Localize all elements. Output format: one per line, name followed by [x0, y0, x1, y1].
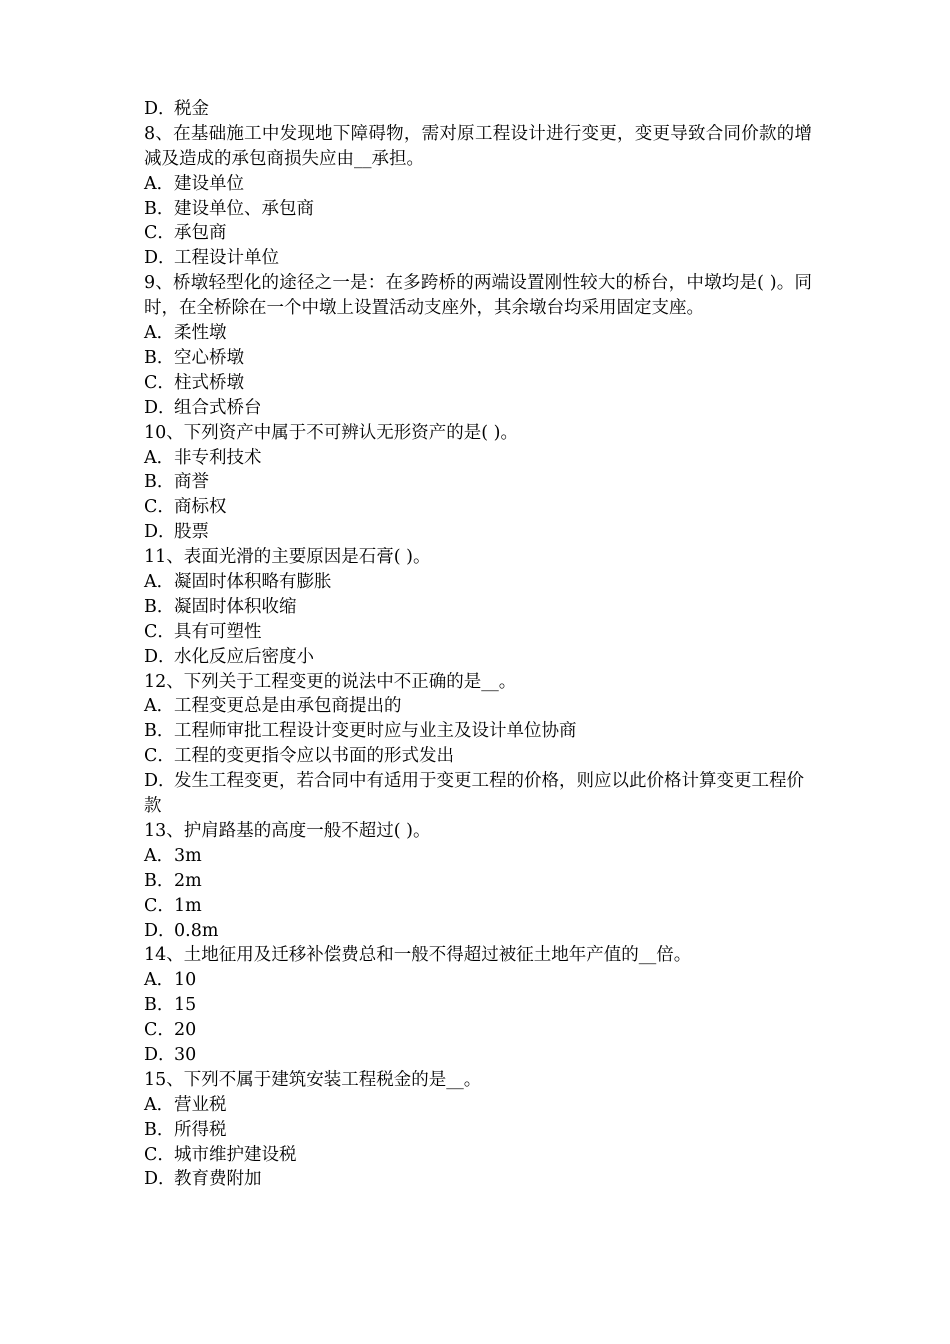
answer-option — [144, 520, 812, 545]
answer-option — [144, 869, 812, 894]
answer-option — [144, 1043, 812, 1068]
answer-option — [144, 197, 812, 222]
answer-option — [144, 919, 812, 944]
option-letter: C． — [144, 1020, 175, 1041]
option-text: 发生工程变更，若合同中有适用于变更工程的价格，则应以此价格计算变更工程价款 — [144, 771, 804, 817]
option-text: 凝固时体积收缩 — [174, 596, 297, 617]
option-letter: A． — [144, 1094, 175, 1115]
option-letter: B． — [144, 596, 175, 617]
document-page — [144, 97, 812, 1192]
option-letter: D． — [144, 522, 176, 543]
option-text: 水化反应后密度小 — [174, 646, 314, 667]
option-letter: B． — [144, 1119, 175, 1140]
option-text: 商誉 — [174, 472, 209, 493]
question-text: 8、在基础施工中发现地下障碍物，需对原工程设计进行变更，变更导致合同价款的增减及造成的承包商损失应由__承担。 — [144, 123, 812, 169]
option-text: 3m — [174, 845, 202, 866]
option-text: 空心桥墩 — [174, 347, 244, 368]
answer-option — [144, 470, 812, 495]
answer-option — [144, 694, 812, 719]
answer-option — [144, 570, 812, 595]
option-text: 组合式桥台 — [174, 397, 262, 418]
option-letter: C． — [144, 223, 175, 244]
option-letter: C． — [144, 621, 175, 642]
option-letter: B． — [144, 721, 175, 742]
option-letter: A． — [144, 572, 175, 593]
option-letter: A． — [144, 323, 175, 344]
option-text: 工程设计单位 — [174, 248, 279, 269]
question-block — [144, 819, 812, 943]
question-block — [144, 670, 812, 819]
answer-option — [144, 1118, 812, 1143]
answer-option — [144, 172, 812, 197]
option-letter: D． — [144, 771, 176, 792]
option-text: 柱式桥墩 — [174, 372, 244, 393]
question-text: 13、护肩路基的高度一般不超过( )。 — [144, 820, 431, 841]
answer-option — [144, 719, 812, 744]
answer-option — [144, 620, 812, 645]
option-letter: D． — [144, 1045, 176, 1066]
answer-option — [144, 396, 812, 421]
option-letter: B． — [144, 347, 175, 368]
option-text: 1m — [174, 895, 202, 916]
option-text: 2m — [174, 870, 202, 891]
option-letter: A． — [144, 845, 175, 866]
answer-option — [144, 1167, 812, 1192]
question-text: 11、表面光滑的主要原因是石膏( )。 — [144, 547, 431, 568]
option-text: 城市维护建设税 — [174, 1144, 297, 1165]
option-text: 股票 — [174, 522, 209, 543]
option-text: 具有可塑性 — [174, 621, 262, 642]
option-text: 商标权 — [174, 497, 227, 518]
option-text: 建设单位 — [174, 173, 244, 194]
option-text: 工程师审批工程设计变更时应与业主及设计单位协商 — [174, 721, 577, 742]
option-text: 工程变更总是由承包商提出的 — [174, 696, 402, 717]
answer-option — [144, 321, 812, 346]
option-letter: B． — [144, 472, 175, 493]
option-letter: A． — [144, 696, 175, 717]
option-letter: D． — [144, 1169, 176, 1190]
answer-option — [144, 1093, 812, 1118]
answer-option — [144, 769, 812, 819]
option-text: 税金 — [174, 99, 209, 119]
question-text: 9、桥墩轻型化的途径之一是：在多跨桥的两端设置刚性较大的桥台，中墩均是( )。同时，在全桥除在一个中墩上设置活动支座外，其余墩台均采用固定支座。 — [144, 273, 812, 319]
option-letter: D． — [144, 99, 176, 119]
option-letter: D． — [144, 646, 176, 667]
option-letter: D． — [144, 248, 176, 269]
question-block — [144, 545, 812, 669]
answer-option — [144, 844, 812, 869]
option-text: 30 — [174, 1045, 197, 1066]
option-text: 承包商 — [174, 223, 227, 244]
question-block — [144, 421, 812, 545]
question-text: 10、下列资产中属于不可辨认无形资产的是( )。 — [144, 422, 518, 443]
option-letter: C． — [144, 895, 175, 916]
answer-option — [144, 371, 812, 396]
answer-option — [144, 1018, 812, 1043]
option-letter: D． — [144, 920, 176, 941]
option-text: 建设单位、承包商 — [174, 198, 314, 219]
option-text: 20 — [174, 1020, 197, 1041]
option-text: 所得税 — [174, 1119, 227, 1140]
option-letter: A． — [144, 970, 175, 991]
option-text: 非专利技术 — [174, 447, 262, 468]
option-text: 10 — [174, 970, 197, 991]
option-text: 工程的变更指令应以书面的形式发出 — [174, 746, 454, 767]
option-letter: B． — [144, 198, 175, 219]
question-block — [144, 271, 812, 420]
option-text: 营业税 — [174, 1094, 227, 1115]
option-letter: C． — [144, 497, 175, 518]
answer-option — [144, 346, 812, 371]
option-letter: D． — [144, 397, 176, 418]
question-text: 15、下列不属于建筑安装工程税金的是__。 — [144, 1069, 482, 1090]
option-letter: A． — [144, 173, 175, 194]
answer-option — [144, 1143, 812, 1168]
option-text: 柔性墩 — [174, 323, 227, 344]
answer-option — [144, 645, 812, 670]
option-text: 教育费附加 — [174, 1169, 262, 1190]
answer-option — [144, 744, 812, 769]
question-block — [144, 943, 812, 1067]
option-letter: B． — [144, 870, 175, 891]
answer-option — [144, 446, 812, 471]
option-letter: C． — [144, 1144, 175, 1165]
question-block — [144, 1068, 812, 1192]
option-letter: A． — [144, 447, 175, 468]
answer-option — [144, 894, 812, 919]
answer-option — [144, 968, 812, 993]
question-block — [144, 122, 812, 271]
answer-option — [144, 221, 812, 246]
option-text: 凝固时体积略有膨胀 — [174, 572, 332, 593]
answer-option — [144, 993, 812, 1018]
lead-option-d — [144, 97, 812, 122]
option-text: 15 — [174, 995, 197, 1016]
option-text: 0.8m — [174, 920, 219, 941]
option-letter: B． — [144, 995, 175, 1016]
answer-option — [144, 246, 812, 271]
answer-option — [144, 495, 812, 520]
question-text: 12、下列关于工程变更的说法中不正确的是__。 — [144, 671, 517, 692]
question-list — [144, 122, 812, 1192]
answer-option — [144, 595, 812, 620]
option-letter: C． — [144, 372, 175, 393]
option-letter: C． — [144, 746, 175, 767]
question-text: 14、土地征用及迁移补偿费总和一般不得超过被征土地年产值的__倍。 — [144, 945, 692, 966]
